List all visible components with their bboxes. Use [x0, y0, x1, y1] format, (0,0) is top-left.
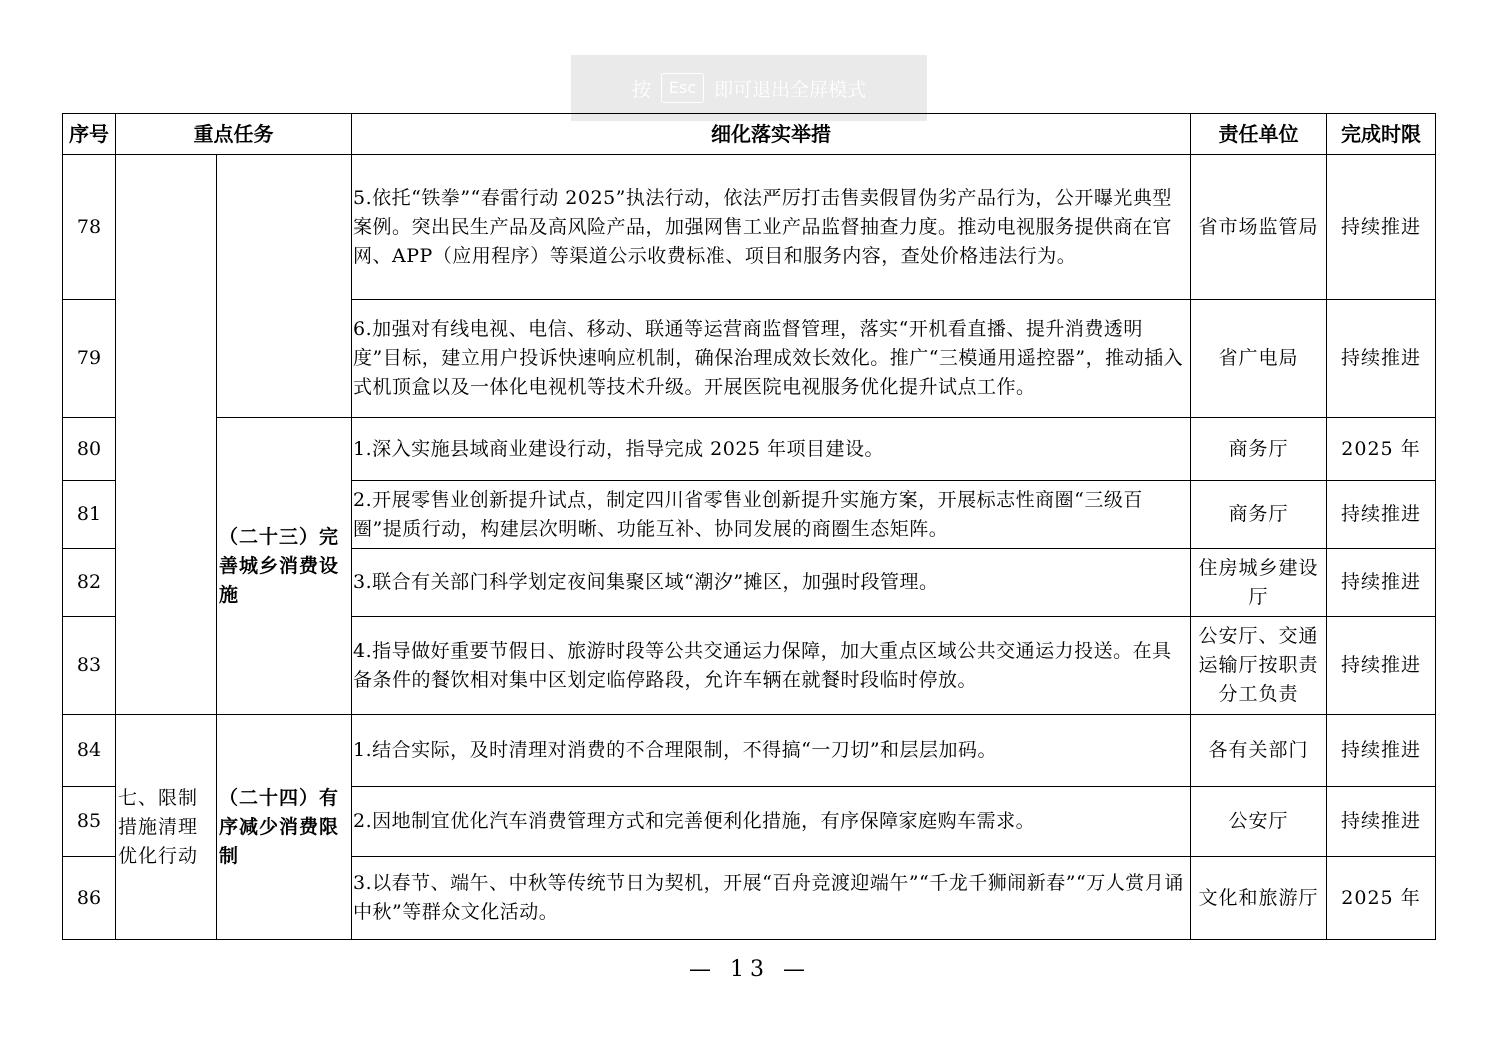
measure-text: 2.开展零售业创新提升试点，制定四川省零售业创新提升实施方案，开展标志性商圈“三级百圈”提质行动，构建层次明晰、功能互补、协同发展的商圈生态矩阵。 — [352, 481, 1191, 549]
measure-text: 1.深入实施县域商业建设行动，指导完成 2025 年项目建设。 — [352, 418, 1191, 481]
row-number: 84 — [63, 715, 116, 787]
header-unit: 责任单位 — [1191, 114, 1327, 155]
measure-text: 3.联合有关部门科学划定夜间集聚区域“潮汐”摊区，加强时段管理。 — [352, 549, 1191, 617]
header-no: 序号 — [63, 114, 116, 155]
row-number: 83 — [63, 617, 116, 715]
measures-table — [62, 113, 1436, 940]
task-cell-empty — [217, 155, 352, 418]
deadline: 2025 年 — [1327, 418, 1436, 481]
responsible-unit: 公安厅、交通运输厅按职责分工负责 — [1191, 617, 1327, 715]
table-header-row — [63, 114, 1436, 155]
row-number: 86 — [63, 857, 116, 940]
row-number: 82 — [63, 549, 116, 617]
measure-text: 3.以春节、端午、中秋等传统节日为契机，开展“百舟竞渡迎端午”“千龙千狮闹新春”“万人赏月诵中秋”等群众文化活动。 — [352, 857, 1191, 940]
table-row — [63, 418, 1436, 481]
measure-text: 4.指导做好重要节假日、旅游时段等公共交通运力保障，加大重点区域公共交通运力投送。在具备条件的餐饮相对集中区划定临停路段，允许车辆在就餐时段临时停放。 — [352, 617, 1191, 715]
page-number: — 13 — — [689, 957, 811, 982]
table-row — [63, 715, 1436, 787]
hint-suffix: 即可退出全屏模式 — [714, 78, 867, 101]
table-row — [63, 155, 1436, 300]
row-number: 80 — [63, 418, 116, 481]
header-measure: 细化落实举措 — [352, 114, 1191, 155]
deadline: 持续推进 — [1327, 715, 1436, 787]
row-number: 81 — [63, 481, 116, 549]
deadline: 2025 年 — [1327, 857, 1436, 940]
deadline: 持续推进 — [1327, 787, 1436, 857]
row-number: 79 — [63, 300, 116, 418]
header-task: 重点任务 — [116, 114, 352, 155]
category-cell-empty — [116, 155, 217, 715]
responsible-unit: 各有关部门 — [1191, 715, 1327, 787]
exit-fullscreen-hint — [571, 55, 927, 121]
measure-text: 2.因地制宜优化汽车消费管理方式和完善便利化措施，有序保障家庭购车需求。 — [352, 787, 1191, 857]
row-number: 85 — [63, 787, 116, 857]
esc-key-icon: Esc — [661, 73, 704, 103]
task-24: （二十四）有序减少消费限制 — [217, 715, 352, 940]
hint-prefix: 按 — [631, 78, 651, 101]
responsible-unit: 住房城乡建设厅 — [1191, 549, 1327, 617]
deadline: 持续推进 — [1327, 481, 1436, 549]
deadline: 持续推进 — [1327, 617, 1436, 715]
responsible-unit: 省广电局 — [1191, 300, 1327, 418]
measure-text: 1.结合实际，及时清理对消费的不合理限制，不得搞“一刀切”和层层加码。 — [352, 715, 1191, 787]
deadline: 持续推进 — [1327, 155, 1436, 300]
responsible-unit: 商务厅 — [1191, 481, 1327, 549]
header-deadline: 完成时限 — [1327, 114, 1436, 155]
responsible-unit: 公安厅 — [1191, 787, 1327, 857]
row-number: 78 — [63, 155, 116, 300]
measure-text: 6.加强对有线电视、电信、移动、联通等运营商监督管理，落实“开机看直播、提升消费透明度”目标，建立用户投诉快速响应机制，确保治理成效长效化。推广“三模通用遥控器”，推动插入式机顶盒以及一体化电视机等技术升级。开展医院电视服务优化提升试点工作。 — [352, 300, 1191, 418]
responsible-unit: 省市场监管局 — [1191, 155, 1327, 300]
responsible-unit: 商务厅 — [1191, 418, 1327, 481]
measure-text: 5.依托“铁拳”“春雷行动 2025”执法行动，依法严厉打击售卖假冒伪劣产品行为，公开曝光典型案例。突出民生产品及高风险产品，加强网售工业产品监督抽查力度。推动电视服务提供商在官网、APP（应用程序）等渠道公示收费标准、项目和服务内容，查处价格违法行为。 — [352, 155, 1191, 300]
task-23: （二十三）完善城乡消费设施 — [217, 418, 352, 715]
responsible-unit: 文化和旅游厅 — [1191, 857, 1327, 940]
deadline: 持续推进 — [1327, 300, 1436, 418]
category-7: 七、限制措施清理优化行动 — [116, 715, 217, 940]
deadline: 持续推进 — [1327, 549, 1436, 617]
